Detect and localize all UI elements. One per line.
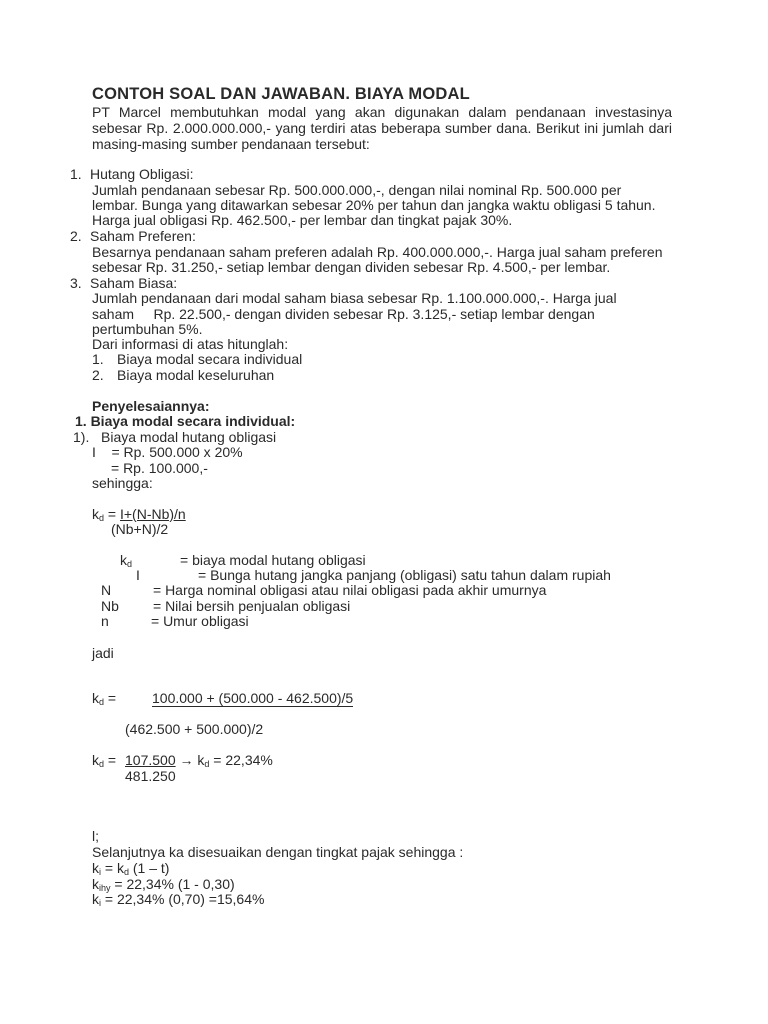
- symbol: k: [120, 552, 127, 568]
- k-symbol: k: [116, 860, 124, 876]
- sehingga-text: sehingga:: [92, 475, 153, 491]
- source-number: 2.: [70, 228, 82, 244]
- intro-line: sebesar Rp. 2.000.000.000,- yang terdiri atas beberapa sumber dana. Berikut ini jumlah dari: [92, 120, 672, 136]
- ki-result: = 22,34% (0,70) =15,64%: [101, 891, 265, 907]
- subscript: i: [99, 867, 101, 877]
- equals: =: [104, 506, 120, 522]
- subscript: i: [99, 898, 101, 908]
- def-symbol: [120, 552, 132, 572]
- question-text: Biaya modal keseluruhan: [117, 367, 275, 383]
- jadi-text: jadi: [92, 645, 114, 661]
- def-desc: = Nilai bersih penjualan obligasi: [153, 598, 351, 614]
- subscript: d: [127, 559, 133, 569]
- interest-calc: = Rp. 100.000,-: [111, 460, 208, 476]
- interest-calc: I = Rp. 500.000 x 20%: [92, 444, 243, 460]
- formula-rest: (1 – t): [128, 860, 170, 876]
- kd-subscript: d: [99, 513, 105, 523]
- calc-denominator: (462.500 + 500.000)/2: [125, 721, 264, 737]
- source-label: Saham Preferen:: [90, 228, 196, 244]
- source-line: pertumbuhan 5%.: [92, 321, 203, 337]
- def-symbol: Nb: [101, 598, 119, 614]
- solution-item: 1). Biaya modal hutang obligasi: [73, 429, 277, 445]
- solution-heading: Penyelesaiannya:: [92, 398, 210, 414]
- source-line: Harga jual obligasi Rp. 462.500,- per lembar dan tingkat pajak 30%.: [92, 212, 513, 228]
- arrow: → k: [175, 752, 205, 768]
- page-title: CONTOH SOAL DAN JAWABAN. BIAYA MODAL: [92, 85, 470, 103]
- source-number: 1.: [70, 166, 82, 182]
- def-desc: = Bunga hutang jangka panjang (obligasi) satu tahun dalam rupiah: [198, 567, 611, 583]
- def-desc: = Umur obligasi: [151, 613, 249, 629]
- tax-intro: Selanjutnya ka disesuaikan dengan tingkat pajak sehingga :: [92, 844, 464, 860]
- def-desc: = Harga nominal obligasi atau nilai obligasi pada akhir umurnya: [153, 582, 547, 598]
- source-number: 3.: [70, 275, 82, 291]
- kd-symbol: k: [92, 690, 99, 706]
- def-symbol: N: [101, 582, 112, 598]
- kihy-calc: = 22,34% (1 - 0,30): [110, 876, 235, 892]
- kd-symbol: k: [92, 506, 99, 522]
- kd-calc-label: [92, 690, 120, 710]
- def-symbol: I: [136, 567, 140, 583]
- k-symbol: k: [92, 860, 99, 876]
- intro-line: PT Marcel membutuhkan modal yang akan digunakan dalam pendanaan investasinya: [92, 104, 672, 120]
- k-symbol: k: [92, 891, 99, 907]
- source-line: sebesar Rp. 31.250,- setiap lembar dengan dividen sebesar Rp. 4.500,- per lembar.: [92, 259, 611, 275]
- source-line: Jumlah pendanaan sebesar Rp. 500.000.000,-, dengan nilai nominal Rp. 500.000 per: [92, 182, 622, 198]
- question-text: Biaya modal secara individual: [117, 351, 303, 367]
- equals: =: [101, 860, 117, 876]
- solution-subheading: 1. Biaya modal secara individual:: [75, 413, 296, 429]
- intro-line: masing-masing sumber pendanaan tersebut:: [92, 136, 370, 152]
- formula-numerator: I+(N-Nb)/n: [119, 506, 186, 522]
- result-value: = 22,34%: [209, 752, 273, 768]
- source-line: lembar. Bunga yang ditawarkan sebesar 20% per tahun dan jangka waktu obligasi 5 tahun.: [92, 197, 656, 213]
- kd-subscript: d: [99, 759, 105, 769]
- source-label: Hutang Obligasi:: [90, 166, 194, 182]
- def-desc: = biaya modal hutang obligasi: [180, 552, 366, 568]
- kd-subscript: d: [204, 759, 210, 769]
- equals: =: [104, 752, 120, 768]
- result-denominator: 481.250: [125, 768, 176, 784]
- def-symbol: n: [101, 613, 109, 629]
- ki-result-line: [92, 891, 264, 911]
- stray-text: l;: [92, 828, 99, 844]
- result-numerator: 107.500: [125, 752, 176, 768]
- subscript: ihy: [99, 883, 111, 893]
- source-label: Saham Biasa:: [90, 275, 178, 291]
- subscript: d: [123, 867, 129, 877]
- source-line: Jumlah pendanaan dari modal saham biasa sebesar Rp. 1.100.000.000,-. Harga jual: [92, 290, 617, 306]
- question-number: 1.: [92, 351, 104, 367]
- question-number: 2.: [92, 367, 104, 383]
- source-line: saham Rp. 22.500,- dengan dividen sebesar Rp. 3.125,- setiap lembar dengan: [92, 306, 595, 322]
- source-line: Besarnya pendanaan saham preferen adalah Rp. 400.000.000,-. Harga jual saham preferen: [92, 244, 663, 260]
- kd-symbol: k: [92, 752, 99, 768]
- kd-subscript: d: [99, 697, 105, 707]
- kd-result-line: [92, 752, 120, 772]
- calc-numerator: 100.000 + (500.000 - 462.500)/5: [152, 690, 354, 706]
- formula-denominator: (Nb+N)/2: [111, 521, 169, 537]
- source-line: Dari informasi di atas hitunglah:: [92, 336, 289, 352]
- equals: =: [104, 690, 120, 706]
- k-symbol: k: [92, 876, 99, 892]
